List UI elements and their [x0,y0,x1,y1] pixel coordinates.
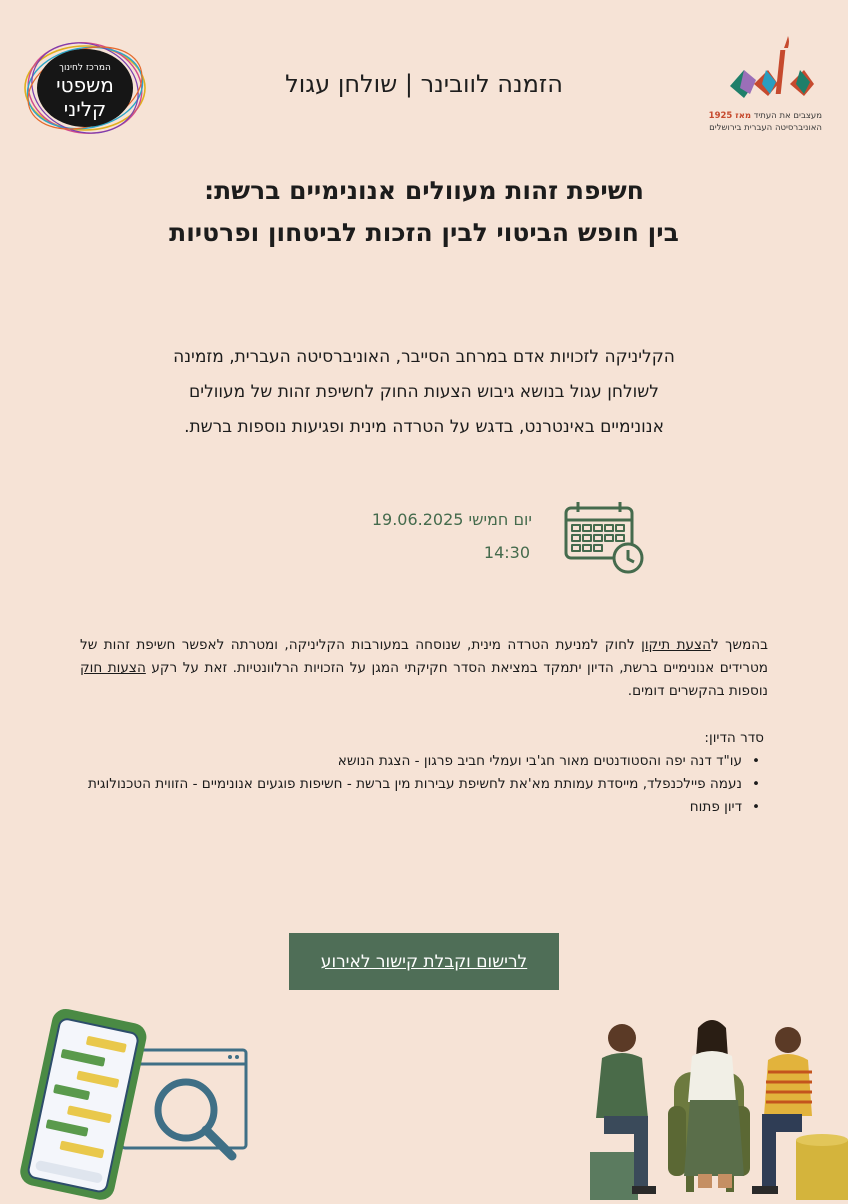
title-line-2: בין חופש הביטוי לבין הזכות לביטחון ופרטיות [169,218,679,247]
logo-left-line2: משפטי [56,73,114,97]
body-paragraph [80,634,768,703]
huji-tagline [672,110,822,134]
agenda-item: • נעמה פיילכנפלד, מייסדת עמותת מא'את לחשיפת עבירות מין ברשת - חשיפות פוגעים אנונימיים - הזווית הטכנולוגית [74,773,764,796]
body-part-2: לחוק למניעת הטרדה מינית, שנוסחה במעורבות הקליניקה, ומטרתה לאפשר חשיפת זהות של מטרידים אנונימיים ברשת, הדיון יתמקד במציאת הסדר חקיקתי המגן על הזכויות הרלוונטיות. זאת על רקע [80,637,768,676]
page-title [0,170,848,254]
title-line-1: חשיפת זהות מעוולים אנונימיים ברשת: [204,176,644,205]
body-part-1: בהמשך ל [710,637,768,653]
intro-line-2: לשולחן עגול בנושא גיבוש הצעות החוק לחשיפת זהות של מעוולים [189,382,659,402]
register-button[interactable]: לרישום וקבלת קישור לאירוע [289,933,559,990]
amendment-link[interactable]: הצעת תיקון [641,637,711,653]
logo-left-line1: המרכז לחינוך [59,63,111,73]
people-discussion-illustration [582,1010,848,1200]
agenda-item: • עו"ד דנה יפה והסטודנטים מאור חג'בי ועמלי חביב פרגון - הצגת הנושא [74,750,764,773]
logo-left-line3: קליני [63,97,107,121]
huji-university-name: האוניברסיטה העברית בירושלים [709,123,822,133]
huji-mark: מאה [697,34,700,35]
bills-link[interactable]: הצעות חוק [80,660,146,676]
intro-line-3: אנונימיים באינטרנט, בדגש על הטרדה מינית ופגיעות נוספות ברשת. [184,417,664,437]
huji-tagline-since: מאז 1925 [708,111,752,121]
phone-chat-illustration [0,1010,270,1200]
event-date: יום חמישי 19.06.2025 [371,510,532,529]
agenda-title: סדר הדיון: [704,730,764,746]
huji-tagline-start: מעצבים את העתיד [753,111,822,121]
body-part-3: נוספות בהקשרים דומים. [627,683,768,699]
calendar-clock-icon [562,498,648,578]
agenda-item: • דיון פתוח [74,796,764,819]
intro-line-1: הקליניקה לזכויות אדם במרחב הסייבר, האוניברסיטה העברית, מזמינה [173,347,675,367]
agenda-list [74,750,764,819]
intro-paragraph [100,340,748,445]
invite-header: הזמנה לוובינר | שולחן עגול [285,70,563,98]
event-time: 14:30 [483,543,530,562]
